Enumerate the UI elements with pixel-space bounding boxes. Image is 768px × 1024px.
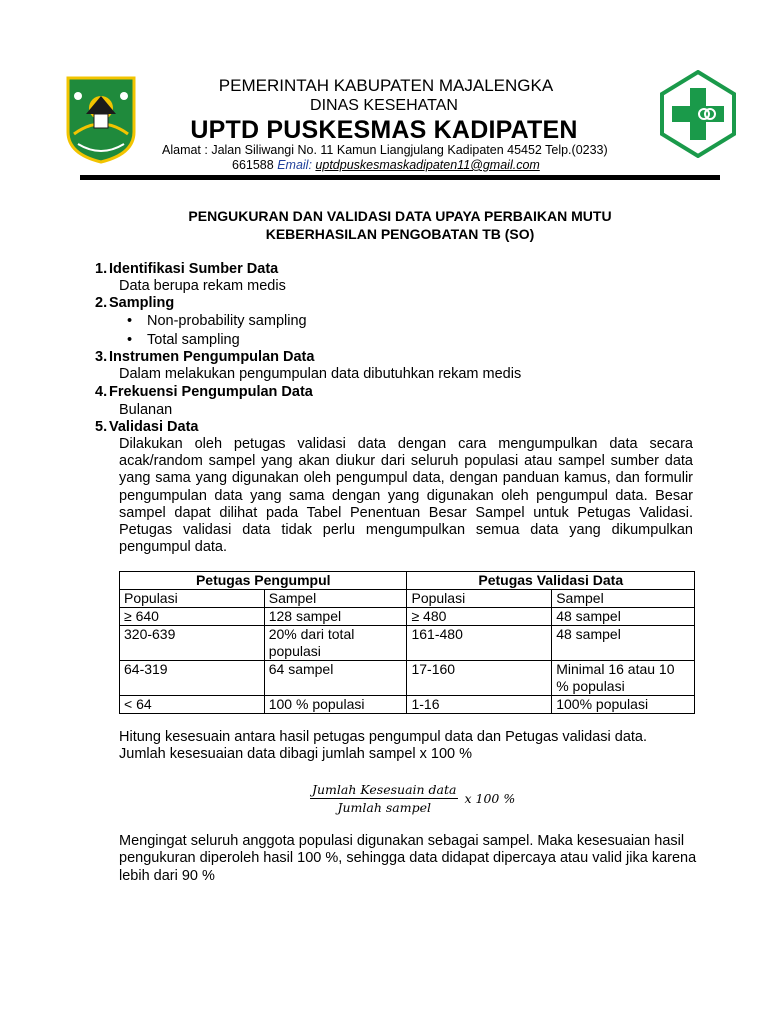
table-column-header-row: [120, 590, 695, 608]
table-column-header: Sampel: [552, 590, 695, 608]
table-cell: 100% populasi: [552, 696, 695, 714]
table-row: [120, 626, 695, 661]
formula-fraction: [310, 782, 458, 815]
bullet-item: • Non-probability sampling: [127, 313, 307, 329]
header-government: PEMERINTAH KABUPATEN MAJALENGKA: [218, 76, 554, 95]
conclusion-text: Mengingat seluruh anggota populasi digunakan sebagai sampel. Maka kesesuaian hasil pengukuran diperoleh hasil 100 %, sehingga data didapat dipercaya atau valid jika karena lebih dari 90 %: [119, 833, 697, 884]
section-heading-2: 2. Sampling: [95, 295, 175, 311]
table-column-header: Sampel: [264, 590, 407, 608]
table-row: [120, 696, 695, 714]
calculation-text: Hitung kesesuain antara hasil petugas pengumpul data dan Petugas validasi data.: [119, 729, 648, 745]
section-text-3: Dalam melakukan pengumpulan data dibutuhkan rekam medis: [119, 366, 522, 382]
header-phone: 661588: [232, 158, 274, 172]
table-row: [120, 661, 695, 696]
table-group-header: Petugas Pengumpul: [120, 572, 407, 590]
section-heading-1: 1. Identifikasi Sumber Data: [95, 261, 279, 277]
document-title-line2: KEBERHASILAN PENGOBATAN TB (SO): [265, 226, 535, 242]
table-row: [120, 608, 695, 626]
formula-numerator: Jumlah Kesesuain data: [312, 782, 457, 797]
table-cell: 161-480: [407, 626, 552, 661]
email-link[interactable]: uptdpuskesmaskadipaten11@gmail.com: [315, 158, 540, 172]
header-department: DINAS KESEHATAN: [310, 97, 458, 114]
table-cell: 128 sampel: [264, 608, 407, 626]
table-cell: 64 sampel: [264, 661, 407, 696]
table-cell: 1-16: [407, 696, 552, 714]
table-cell: < 64: [120, 696, 265, 714]
table-column-header: Populasi: [407, 590, 552, 608]
table-cell: ≥ 480: [407, 608, 552, 626]
section-heading-5: 5. Validasi Data: [95, 419, 199, 435]
sample-size-table: [119, 571, 695, 714]
table-cell: 17-160: [407, 661, 552, 696]
table-cell: 48 sampel: [552, 608, 695, 626]
bullet-icon: •: [127, 313, 133, 329]
table-cell: ≥ 640: [120, 608, 265, 626]
section-text-1: Data berupa rekam medis: [119, 278, 286, 294]
table-cell: 20% dari total populasi: [264, 626, 407, 661]
table-group-header: Petugas Validasi Data: [407, 572, 695, 590]
table-cell: 64-319: [120, 661, 265, 696]
header-divider: [80, 175, 720, 180]
bullet-icon: •: [127, 332, 133, 348]
formula-denominator: Jumlah sampel: [337, 800, 431, 815]
table-cell: 320-639: [120, 626, 265, 661]
calculation-text: Jumlah kesesuaian data dibagi jumlah sampel x 100 %: [119, 746, 473, 762]
header-contact: [232, 158, 540, 172]
table-column-header: Populasi: [120, 590, 265, 608]
table-cell: 100 % populasi: [264, 696, 407, 714]
formula-multiplier: x 100 %: [464, 791, 516, 806]
email-label: Email:: [277, 158, 312, 172]
section-heading-3: 3. Instrumen Pengumpulan Data: [95, 349, 315, 365]
table-cell: Minimal 16 atau 10 % populasi: [552, 661, 695, 696]
bullet-item: • Total sampling: [127, 332, 240, 348]
header-institution: UPTD PUSKESMAS KADIPATEN: [190, 116, 578, 144]
table-cell: 48 sampel: [552, 626, 695, 661]
table-group-header-row: [120, 572, 695, 590]
conformity-formula: [310, 782, 515, 815]
section-text-4: Bulanan: [119, 402, 173, 418]
section-text-5: Dilakukan oleh petugas validasi data dengan cara mengumpulkan data secara acak/random sampel yang akan diukur dari seluruh populasi atau sampel sumber data yang sama yang digunakan oleh pengumpul data, dengan panduan kamus, dan formulir pengumpulan data yang sama dengan yang digunakan oleh pengumpul data. Besar sampel dapat dilihat pada Tabel Penentuan Besar Sampel untuk Petugas Validasi. Petugas validasi data tidak perlu mengumpulkan semua data yang dikumpulkan pengumpul data.: [119, 436, 693, 556]
document-title-line1: PENGUKURAN DAN VALIDASI DATA UPAYA PERBAIKAN MUTU: [188, 208, 612, 224]
section-heading-4: 4. Frekuensi Pengumpulan Data: [95, 384, 313, 400]
header-address: Alamat : Jalan Siliwangi No. 11 Kamun Liangjulang Kadipaten 45452 Telp.(0233): [162, 143, 608, 157]
